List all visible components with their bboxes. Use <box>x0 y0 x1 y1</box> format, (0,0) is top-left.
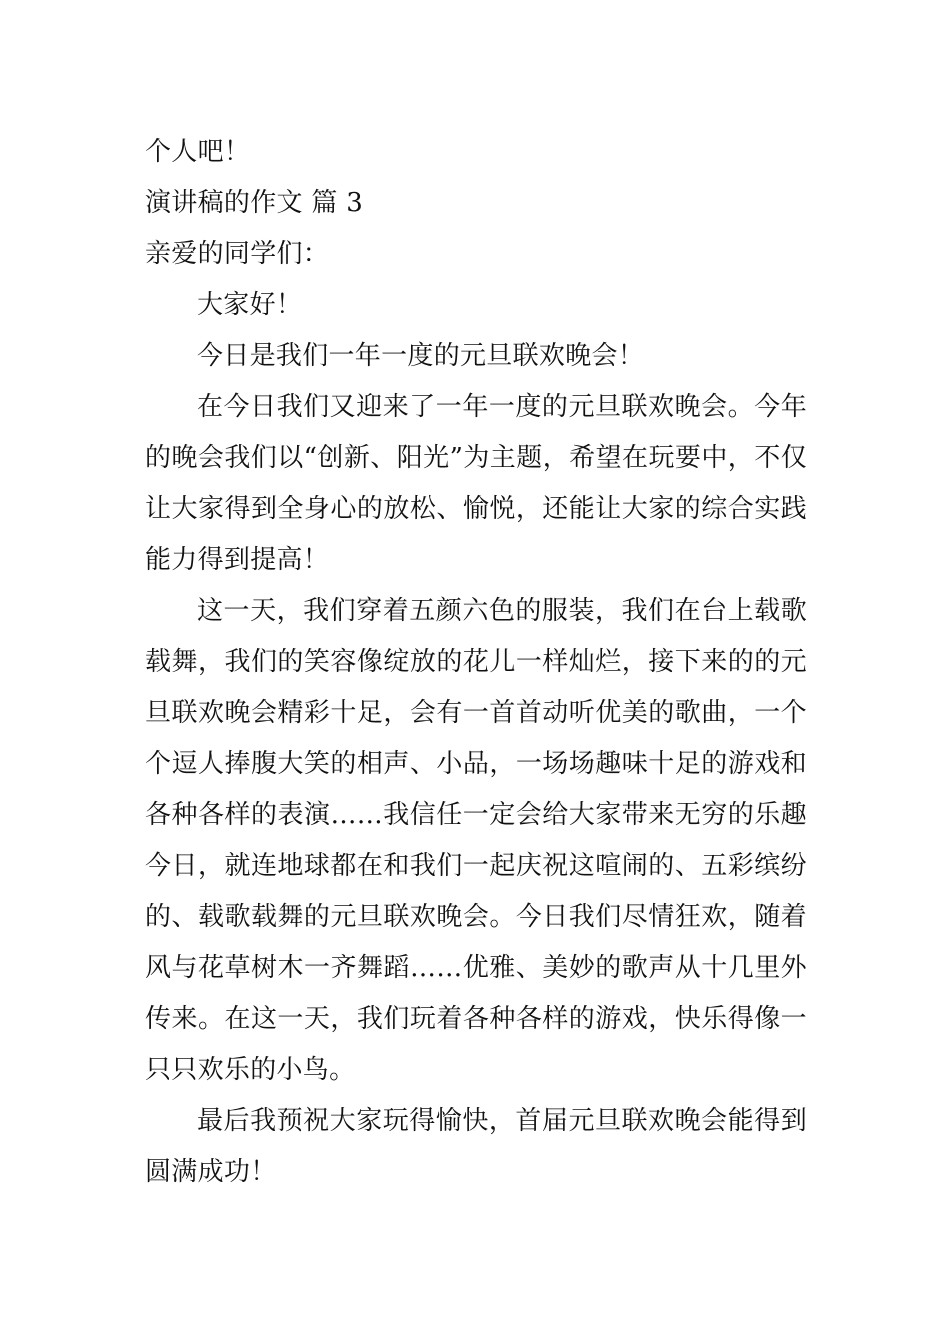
intro-paragraph: 今日是我们一年一度的元旦联欢晚会！ <box>197 341 645 371</box>
section-title: 演讲稿的作文 篇 3 <box>145 188 364 218</box>
greeting-paragraph: 大家好！ <box>197 290 303 320</box>
document-body <box>145 127 807 1198</box>
theme-paragraph: 在今日我们又迎来了一年一度的元旦联欢晚会。今年的晚会我们以“创新、阳光”为主题，希望在玩要中，不仅让大家得到全身心的放松、愉悦，还能让大家的综合实践能力得到提高！ <box>145 392 807 575</box>
celebration-paragraph: 这一天，我们穿着五颜六色的服装，我们在台上载歌载舞，我们的笑容像绽放的花儿一样灿烂，接下来的的元旦联欢晚会精彩十足，会有一首首动听优美的歌曲，一个个逗人捧腹大笑的相声、小品，一场场趣味十足的游戏和各种各样的表演……我信任一定会给大家带来无穷的乐趣今日，就连地球都在和我们一起庆祝这喧闹的、五彩缤纷的、载歌载舞的元旦联欢晚会。今日我们尽情狂欢，随着风与花草树木一齐舞蹈……优雅、美妙的歌声从十几里外传来。在这一天，我们玩着各种各样的游戏，快乐得像一只只欢乐的小鸟。 <box>145 596 807 1085</box>
closing-paragraph: 最后我预祝大家玩得愉快，首届元旦联欢晚会能得到圆满成功！ <box>145 1106 807 1187</box>
previous-section-ending: 个人吧！ <box>145 137 251 167</box>
salutation: 亲爱的同学们： <box>145 239 330 269</box>
